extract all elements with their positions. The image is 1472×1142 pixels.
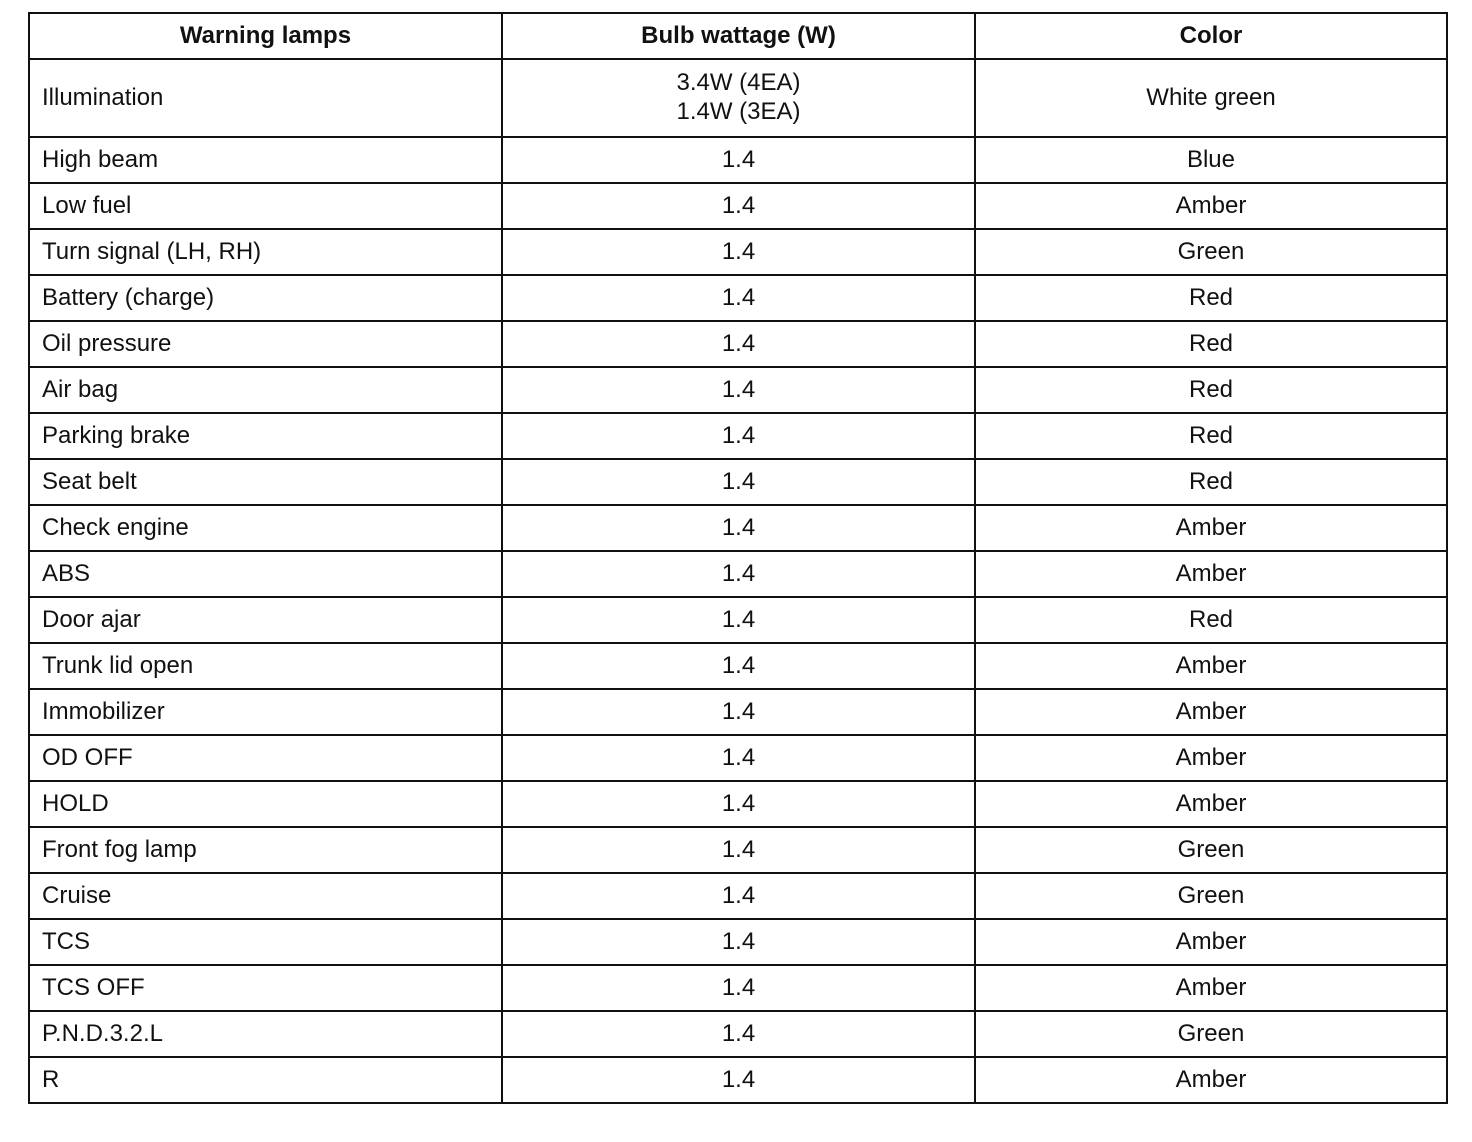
color-cell: Green [975, 873, 1447, 919]
color-cell: Amber [975, 1057, 1447, 1103]
lamp-name-cell: Oil pressure [29, 321, 502, 367]
lamp-name-cell: Illumination [29, 59, 502, 137]
table-row [29, 781, 1447, 827]
table-header-row [29, 13, 1447, 59]
table-row [29, 229, 1447, 275]
table-row [29, 275, 1447, 321]
lamp-name-cell: Trunk lid open [29, 643, 502, 689]
wattage-cell: 1.4 [502, 965, 975, 1011]
header-warning-lamps: Warning lamps [29, 13, 502, 59]
wattage-cell: 1.4 [502, 229, 975, 275]
table-row [29, 505, 1447, 551]
color-cell: Blue [975, 137, 1447, 183]
lamp-name-cell: Cruise [29, 873, 502, 919]
table-row [29, 321, 1447, 367]
lamp-name-cell: Immobilizer [29, 689, 502, 735]
wattage-cell: 1.4 [502, 137, 975, 183]
wattage-cell: 1.4 [502, 275, 975, 321]
table-row [29, 735, 1447, 781]
wattage-cell [502, 59, 975, 137]
table-row [29, 183, 1447, 229]
color-cell: Amber [975, 735, 1447, 781]
color-cell: Red [975, 367, 1447, 413]
lamp-name-cell: Seat belt [29, 459, 502, 505]
wattage-line: 1.4W (3EA) [676, 98, 801, 125]
color-cell: Red [975, 413, 1447, 459]
wattage-cell: 1.4 [502, 1011, 975, 1057]
table-row [29, 59, 1447, 137]
color-cell: Green [975, 229, 1447, 275]
color-cell: Amber [975, 965, 1447, 1011]
warning-lamps-table [28, 12, 1448, 1104]
wattage-cell: 1.4 [502, 781, 975, 827]
color-cell: Red [975, 459, 1447, 505]
wattage-cell: 1.4 [502, 183, 975, 229]
header-bulb-wattage: Bulb wattage (W) [502, 13, 975, 59]
lamp-name-cell: Door ajar [29, 597, 502, 643]
table-body [29, 59, 1447, 1103]
lamp-name-cell: Check engine [29, 505, 502, 551]
wattage-cell: 1.4 [502, 459, 975, 505]
color-cell: Green [975, 827, 1447, 873]
table-row [29, 965, 1447, 1011]
table-row [29, 551, 1447, 597]
wattage-cell: 1.4 [502, 689, 975, 735]
wattage-cell: 1.4 [502, 413, 975, 459]
table-row [29, 413, 1447, 459]
lamp-name-cell: High beam [29, 137, 502, 183]
table-row [29, 367, 1447, 413]
lamp-name-cell: ABS [29, 551, 502, 597]
wattage-cell: 1.4 [502, 873, 975, 919]
color-cell: Amber [975, 505, 1447, 551]
color-cell: Red [975, 275, 1447, 321]
header-color: Color [975, 13, 1447, 59]
color-cell: Amber [975, 919, 1447, 965]
lamp-name-cell: Air bag [29, 367, 502, 413]
table-row [29, 459, 1447, 505]
lamp-name-cell: HOLD [29, 781, 502, 827]
color-cell: Red [975, 321, 1447, 367]
color-cell: Amber [975, 643, 1447, 689]
wattage-cell: 1.4 [502, 321, 975, 367]
wattage-cell: 1.4 [502, 827, 975, 873]
lamp-name-cell: R [29, 1057, 502, 1103]
wattage-cell: 1.4 [502, 1057, 975, 1103]
table-row [29, 827, 1447, 873]
lamp-name-cell: P.N.D.3.2.L [29, 1011, 502, 1057]
lamp-name-cell: TCS OFF [29, 965, 502, 1011]
wattage-cell: 1.4 [502, 919, 975, 965]
color-cell: White green [975, 59, 1447, 137]
table-row [29, 1057, 1447, 1103]
color-cell: Amber [975, 689, 1447, 735]
color-cell: Amber [975, 781, 1447, 827]
table-row [29, 597, 1447, 643]
color-cell: Green [975, 1011, 1447, 1057]
wattage-cell: 1.4 [502, 551, 975, 597]
wattage-line: 3.4W (4EA) [676, 69, 801, 97]
table-row [29, 919, 1447, 965]
table-row [29, 689, 1447, 735]
table-row [29, 643, 1447, 689]
color-cell: Red [975, 597, 1447, 643]
lamp-name-cell: Front fog lamp [29, 827, 502, 873]
lamp-name-cell: Low fuel [29, 183, 502, 229]
lamp-name-cell: Turn signal (LH, RH) [29, 229, 502, 275]
lamp-name-cell: Battery (charge) [29, 275, 502, 321]
lamp-name-cell: TCS [29, 919, 502, 965]
table-row [29, 137, 1447, 183]
wattage-cell: 1.4 [502, 367, 975, 413]
wattage-cell: 1.4 [502, 643, 975, 689]
lamp-name-cell: OD OFF [29, 735, 502, 781]
color-cell: Amber [975, 551, 1447, 597]
wattage-cell: 1.4 [502, 735, 975, 781]
table-row [29, 873, 1447, 919]
wattage-cell: 1.4 [502, 505, 975, 551]
lamp-name-cell: Parking brake [29, 413, 502, 459]
wattage-cell: 1.4 [502, 597, 975, 643]
color-cell: Amber [975, 183, 1447, 229]
table-row [29, 1011, 1447, 1057]
